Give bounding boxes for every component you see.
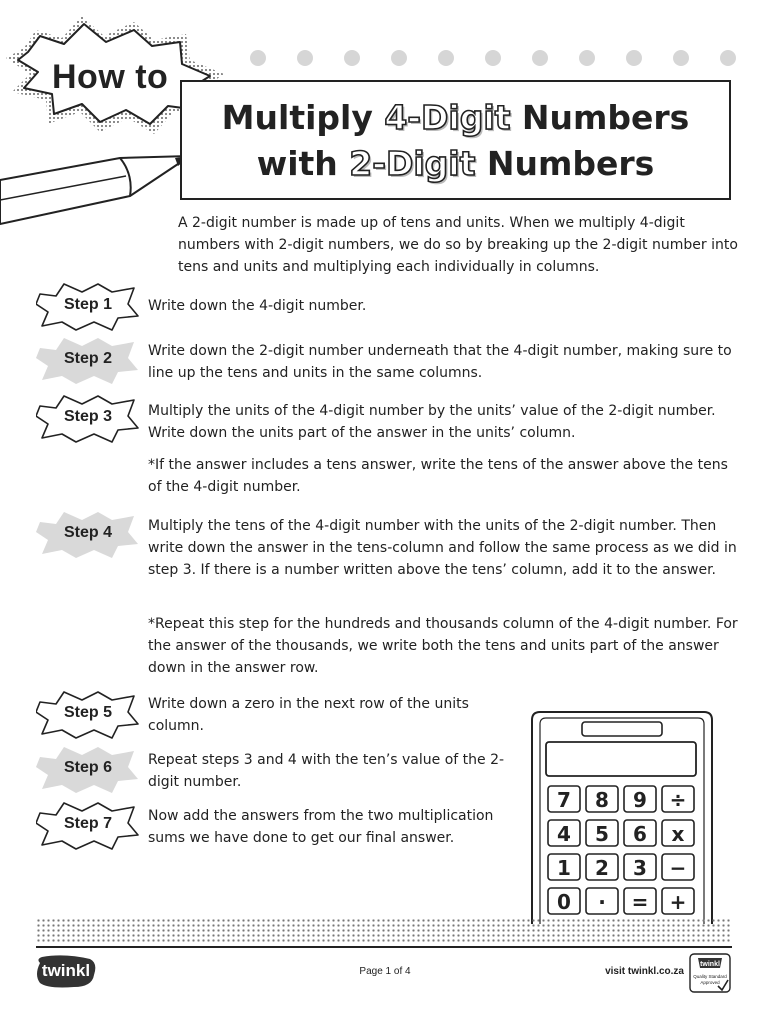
how-to-label: How to (52, 58, 169, 96)
step-4-label: Step 4 (63, 524, 112, 541)
step-6-badge (36, 745, 140, 795)
calc-key: 6 (633, 822, 647, 846)
title-line-2: with 2-Digit Numbers (256, 144, 655, 183)
step-4-text: Multiply the tens of the 4-digit number with the units of the 2-digit number. Then write down the answer in the tens-column and follow the same process as we did in step 3. If there is a number written above the tens’ column, add it to the answer. (148, 518, 737, 578)
badge-line-2: Approved (700, 980, 720, 985)
calc-key: 2 (595, 856, 609, 880)
step-2-label: Step 2 (63, 350, 112, 367)
quality-standard-badge (688, 952, 732, 994)
badge-top-text: twinkl (700, 961, 720, 968)
calc-key: 7 (557, 788, 571, 812)
step-7-label: Step 7 (63, 815, 112, 832)
step-1-label: Step 1 (63, 296, 112, 313)
title-line-1: Multiply 4-Digit Numbers (221, 98, 690, 137)
intro-paragraph: A 2-digit number is made up of tens and units. When we multiply 4-digit numbers with 2-digit numbers, we do so by breaking up the 2-digit number into tens and units and multiplying each individually in columns. (178, 215, 738, 275)
calc-key: + (669, 890, 687, 914)
calc-key: · (598, 890, 606, 914)
calc-key: = (631, 890, 649, 914)
calc-key: x (671, 822, 685, 846)
dotted-band (36, 918, 732, 944)
calc-key: ÷ (669, 788, 687, 812)
step-1-text: Write down the 4-digit number. (148, 298, 367, 314)
step-2-badge (36, 336, 140, 386)
calculator-icon (526, 710, 718, 924)
calc-key: 4 (557, 822, 571, 846)
calc-key: − (669, 856, 687, 880)
page-number: Page 1 of 4 (359, 966, 411, 977)
calc-key: 0 (557, 890, 571, 914)
calc-key: 8 (595, 788, 609, 812)
step-6-text: Repeat steps 3 and 4 with the ten’s value of the 2-digit number. (148, 752, 505, 790)
calc-key: 3 (633, 856, 647, 880)
step-3-note: *If the answer includes a tens answer, write the tens of the answer above the tens of the 4-digit number. (148, 457, 728, 495)
step-4-badge (36, 510, 140, 560)
calc-key: 1 (557, 856, 571, 880)
badge-line-1: Quality Standard (693, 974, 727, 979)
step-3-text: Multiply the units of the 4-digit number by the units’ value of the 2-digit number. Write down the units part of the answer in the units’ column. (148, 403, 716, 441)
footer-divider (36, 946, 732, 948)
calc-key: 5 (595, 822, 609, 846)
step-7-text: Now add the answers from the two multiplication sums we have done to get our final answer. (148, 808, 494, 846)
step-5-label: Step 5 (63, 704, 112, 721)
twinkl-logo (34, 955, 98, 989)
step-3-badge (36, 394, 140, 444)
calc-key: 9 (633, 788, 647, 812)
step-5-badge (36, 690, 140, 740)
step-6-label: Step 6 (63, 759, 112, 776)
step-5-text: Write down a zero in the next row of the units column. (148, 696, 469, 734)
step-4-note: *Repeat this step for the hundreds and thousands column of the 4-digit number. For the answer of the thousands, we write both the tens and units part of the answer down in the answer row. (148, 616, 738, 676)
pencil-icon (0, 140, 200, 240)
step-1-badge (36, 282, 140, 332)
step-3-label: Step 3 (63, 408, 112, 425)
decorative-dots (250, 50, 740, 70)
twinkl-logo-text: twinkl (41, 961, 91, 980)
title-box (180, 80, 731, 200)
step-7-badge (36, 801, 140, 851)
step-2-text: Write down the 2-digit number underneath that the 4-digit number, making sure to line up the tens and units in the same columns. (148, 343, 732, 381)
website-link[interactable]: visit twinkl.co.za (605, 966, 684, 977)
